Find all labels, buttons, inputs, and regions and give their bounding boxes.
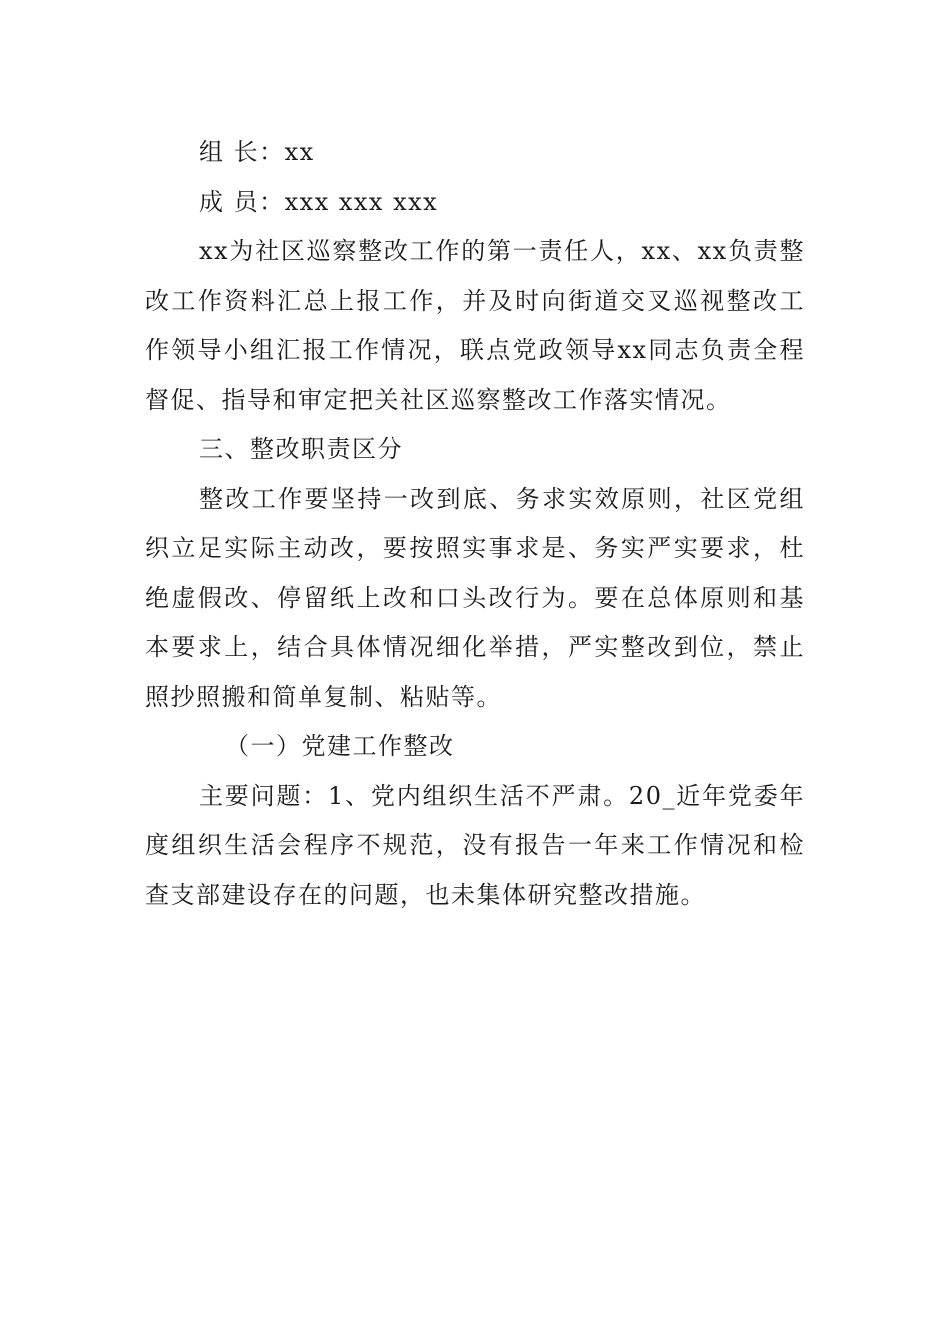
group-leader-line: 组 长：xx bbox=[199, 138, 315, 166]
section-heading-3: 三、整改职责区分 bbox=[199, 435, 403, 463]
responsibility-paragraph: xx为社区巡察整改工作的第一责任人，xx、xx负责整改工作资料汇总上报工作，并及时向街道交叉巡视整改工作领导小组汇报工作情况，联点党政领导xx同志负责全程督促、指导和审定把关社区巡察整改工作落实情况。 bbox=[145, 237, 805, 414]
document-body bbox=[145, 128, 805, 920]
subsection-heading-1: （一）党建工作整改 bbox=[225, 732, 455, 760]
main-issues-paragraph: 主要问题：1、党内组织生活不严肃。20_近年党委年度组织生活会程序不规范，没有报告一年来工作情况和检查支部建设存在的问题，也未集体研究整改措施。 bbox=[145, 781, 805, 909]
principles-paragraph: 整改工作要坚持一改到底、务求实效原则，社区党组织立足实际主动改，要按照实事求是、务实严实要求，杜绝虚假改、停留纸上改和口头改行为。要在总体原则和基本要求上，结合具体情况细化举措，严实整改到位，禁止照抄照搬和简单复制、粘贴等。 bbox=[145, 484, 805, 711]
group-members-line: 成 员：xxx xxx xxx bbox=[199, 187, 439, 216]
